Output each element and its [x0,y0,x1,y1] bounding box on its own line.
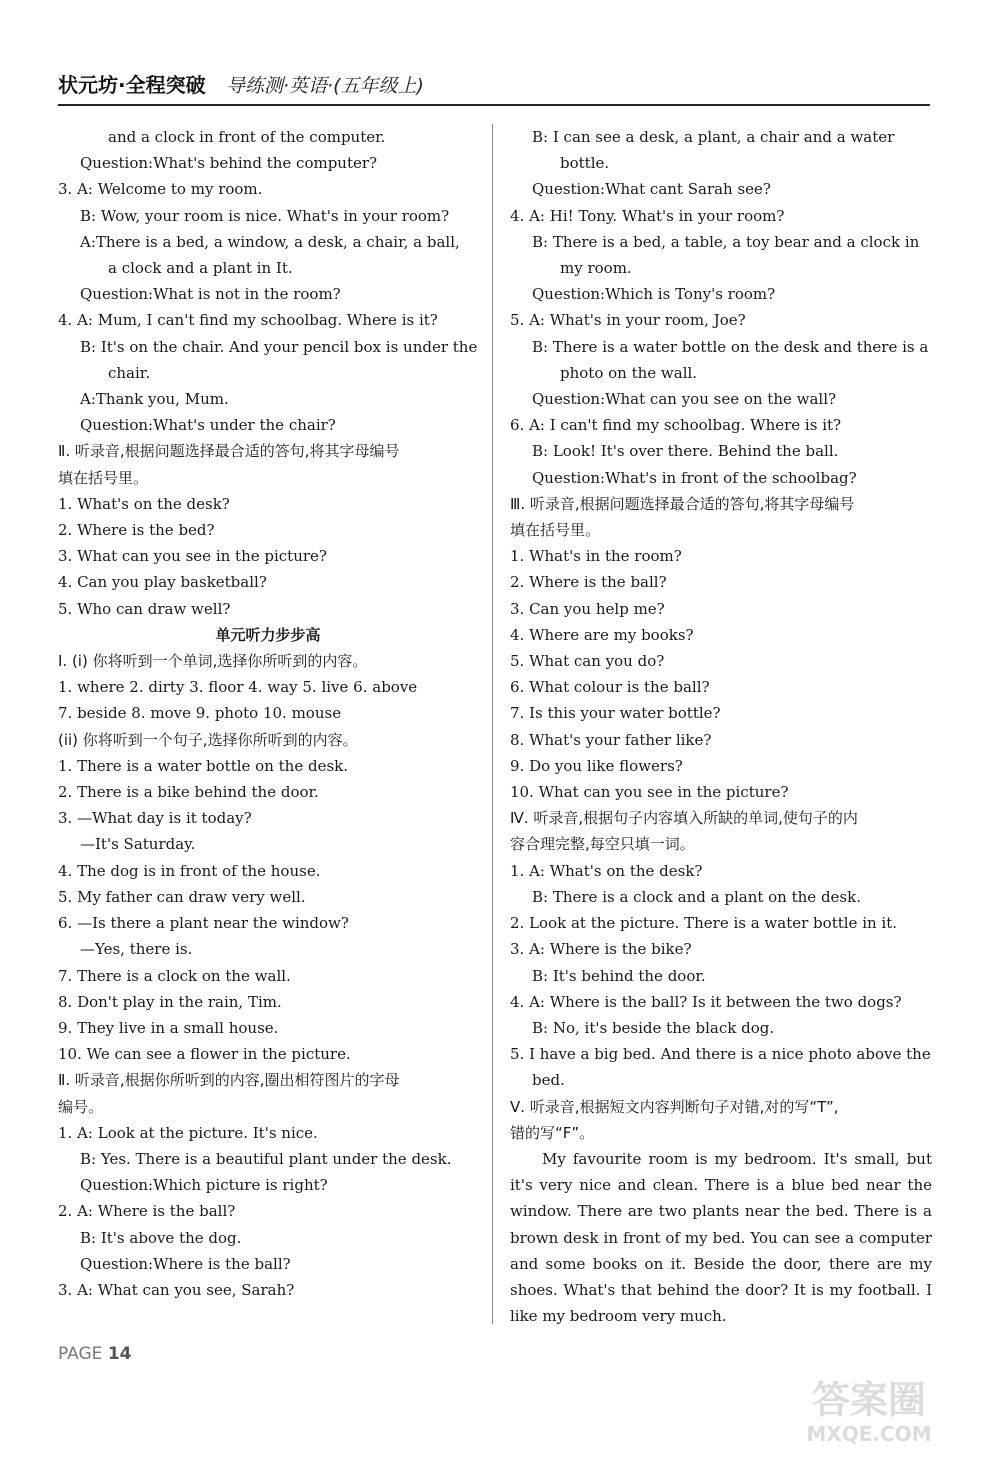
text-line: 2. Where is the bed? [58,521,215,540]
section-heading: Ⅱ. 听录音,根据问题选择最合适的答句,将其字母编号 [58,442,400,461]
text-line: Question:What's under the chair? [80,416,336,435]
text-line: 4. The dog is in front of the house. [58,861,321,880]
text-line: bottle. [560,154,610,173]
watermark-text: 答案圈 [811,1378,927,1422]
text-line: 4. Where are my books? [510,625,694,644]
text-line: photo on the wall. [560,363,698,382]
text-line: 3. A: What can you see, Sarah? [58,1280,295,1299]
text-line: Question:Which is Tony's room? [532,285,776,304]
text-line: 1. What's on the desk? [58,494,230,513]
section-heading: 错的写“F”。 [510,1123,595,1142]
text-line: 1. There is a water bottle on the desk. [58,756,348,775]
text-line: Question:What's in front of the schoolbag? [532,468,857,487]
text-line: B: There is a clock and a plant on the desk. [532,887,861,906]
text-line: 2. A: Where is the ball? [58,1202,236,1221]
text-line: 5. What can you do? [510,652,665,671]
text-line: chair. [108,363,151,382]
text-line: B: No, it's beside the black dog. [532,1018,775,1037]
text-line: 1. A: What's on the desk? [510,861,703,880]
text-line: a clock and a plant in It. [108,259,293,278]
text-line: 7. beside 8. move 9. photo 10. mouse [58,704,342,723]
text-line: 4. Can you play basketball? [58,573,267,592]
text-line: 2. There is a bike behind the door. [58,783,319,802]
text-line: 3. —What day is it today? [58,809,252,828]
text-line: 5. Who can draw well? [58,599,231,618]
text-line: B: Yes. There is a beautiful plant under the desk. [80,1149,452,1168]
text-line: B: It's on the chair. And your pencil box is under the [80,337,478,356]
text-line: 6. A: I can't find my schoolbag. Where is it? [510,416,842,435]
text-line: Question:What's behind the computer? [80,154,378,173]
page-label: PAGE [58,1344,103,1364]
text-line: 1. What's in the room? [510,547,682,566]
text-line: B: There is a bed, a table, a toy bear and a clock in [532,232,920,251]
text-line: 4. A: Hi! Tony. What's in your room? [510,206,785,225]
text-line: 9. Do you like flowers? [510,756,683,775]
text-line: 10. We can see a flower in the picture. [58,1045,351,1064]
text-line: Question:Which picture is right? [80,1176,328,1195]
text-line: A:There is a bed, a window, a desk, a chair, a ball, [80,232,460,251]
watermark-url: MXQE.COM [806,1422,932,1446]
text-line: 3. What can you see in the picture? [58,547,327,566]
text-line: my room. [560,259,632,278]
reading-passage: My favourite room is my bedroom. It's small, but it's very nice and clean. There is a blue bed near the window. There are two plants near the bed. There is a brown desk in front of my bed. You can see a computer and some books on it. Beside the door, there are my shoes. What's that behind the door? It is my football. I like my bedroom very much. [510,1149,932,1326]
text-line: 8. What's your father like? [510,730,712,749]
text-line: 1. where 2. dirty 3. floor 4. way 5. live 6. above [58,678,418,697]
text-line: 3. A: Welcome to my room. [58,180,263,199]
text-line: —Yes, there is. [80,940,193,959]
section-heading: (ii) 你将听到一个句子,选择你所听到的内容。 [58,730,358,749]
text-line: 4. A: Where is the ball? Is it between the two dogs? [510,992,902,1011]
text-line: 5. A: What's in your room, Joe? [510,311,746,330]
section-heading: Ⅳ. 听录音,根据句子内容填入所缺的单词,使句子的内 [510,809,858,828]
text-line: Question:What cant Sarah see? [532,180,771,199]
page-header [58,70,930,106]
right-lines [510,124,932,1146]
section-heading: 填在括号里。 [58,468,149,487]
text-line: Question:What can you see on the wall? [532,390,837,409]
text-line: B: Wow, your room is nice. What's in your room? [80,206,450,225]
text-line: 7. Is this your water bottle? [510,704,721,723]
text-line: 5. My father can draw very well. [58,887,306,906]
text-line: B: It's behind the door. [532,966,706,985]
text-line: B: Look! It's over there. Behind the ball. [532,442,839,461]
unit-title: 单元听力步步高 [215,625,321,644]
page-number [58,1344,132,1364]
text-line: bed. [532,1071,565,1090]
text-line: A:Thank you, Mum. [80,390,229,409]
text-line: B: I can see a desk, a plant, a chair and a water [532,128,895,146]
text-line: Question:Where is the ball? [80,1254,291,1273]
text-line: 4. A: Mum, I can't find my schoolbag. Where is it? [58,311,438,330]
section-heading: Ⅴ. 听录音,根据短文内容判断句子对错,对的写“T”, [510,1097,839,1116]
text-line: 1. A: Look at the picture. It's nice. [58,1123,318,1142]
text-line: 6. —Is there a plant near the window? [58,914,349,933]
text-line: 7. There is a clock on the wall. [58,966,291,985]
section-heading: Ⅲ. 听录音,根据问题选择最合适的答句,将其字母编号 [510,494,855,513]
text-line: B: It's above the dog. [80,1228,242,1247]
text-line: —It's Saturday. [80,835,196,854]
column-divider [492,124,493,1324]
section-heading: 填在括号里。 [510,521,601,540]
section-heading: 容合理完整,每空只填一词。 [510,835,695,854]
text-line: 8. Don't play in the rain, Tim. [58,992,282,1011]
text-line: 2. Look at the picture. There is a water bottle in it. [510,914,898,933]
page-number-value: 14 [107,1344,132,1364]
text-line: 3. A: Where is the bike? [510,940,692,959]
section-heading: Ⅰ. (i) 你将听到一个单词,选择你所听到的内容。 [58,652,368,671]
text-line: 10. What can you see in the picture? [510,783,789,802]
watermark-logo [764,1367,974,1447]
text-line: 5. I have a big bed. And there is a nice photo above the [510,1045,931,1064]
header-subtitle: 导练测·英语·(五年级上) [226,75,424,97]
text-line: and a clock in front of the computer. [108,128,386,146]
text-line: 2. Where is the ball? [510,573,667,592]
text-line: B: There is a water bottle on the desk and there is a [532,337,929,356]
right-column [510,124,932,1329]
left-column [58,124,478,1303]
header-brand: 状元坊·全程突破 [58,73,206,97]
text-line: Question:What is not in the room? [80,285,341,304]
text-line: 6. What colour is the ball? [510,678,710,697]
text-line: 3. Can you help me? [510,599,665,618]
text-line: 9. They live in a small house. [58,1018,279,1037]
section-heading: Ⅱ. 听录音,根据你所听到的内容,圈出相符图片的字母 [58,1071,400,1090]
section-heading: 编号。 [58,1097,104,1116]
